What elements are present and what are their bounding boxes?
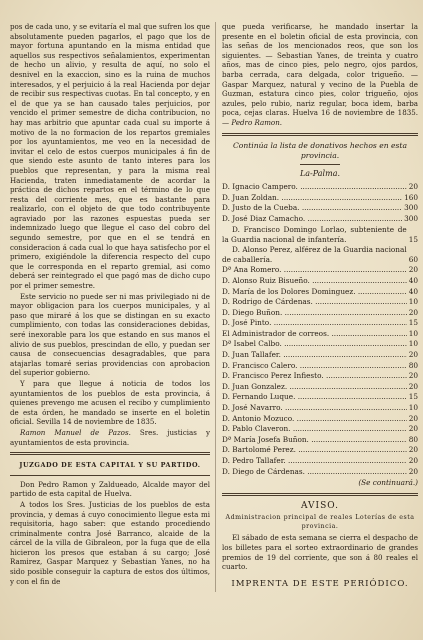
donor-row: D. Bartolomé Perez. ..... 20	[222, 445, 418, 456]
donor-row: D. Fernando Luque. ..... 15	[222, 392, 418, 403]
donor-row: Dª Isabel Calbo. ..... 10	[222, 339, 418, 350]
donor-row: D. Juan Zoldan. ..... 160	[222, 193, 418, 204]
donor-row-multiline: D. Alonso Perez, alférez de la Guardia nacional de caballería. 60	[222, 244, 418, 265]
donor-row: D. Alonso Ruiz Bisueño. ..... 40	[222, 276, 418, 287]
town-name: La-Palma.	[299, 168, 341, 178]
donor-row: D. José Navarro. ..... 10	[222, 403, 418, 414]
donor-row: D. Justo de la Cueba. ..... 300	[222, 203, 418, 214]
title-rule	[300, 164, 340, 165]
continued-note: (Se continuará.)	[358, 478, 418, 488]
list-title: Continúa la lista de donativos hechos en esta provincia.	[232, 140, 408, 160]
donor-row: D. José Diaz Camacho. ..... 300	[222, 214, 418, 225]
heading-rule	[10, 475, 210, 476]
section-divider	[10, 452, 210, 455]
donor-row: El Administrador de correos. ..... 10	[222, 329, 418, 340]
donor-row: D. Juan Tallafer. ..... 20	[222, 350, 418, 361]
printer-footer: IMPRENTA DE ESTE PERIÓDICO.	[231, 578, 409, 589]
donor-row: D. Pedro Tallafer. ..... 20	[222, 456, 418, 467]
donor-row: D. Pablo Claveron. ..... 20	[222, 424, 418, 435]
donor-row: D. Rodrigo de Cárdenas. ..... 10	[222, 297, 418, 308]
article-paragraph: pos de cada uno, y se evitaría el mal que sufren los que absolutamente pueden pagarlos, el pago que los de mayor fortuna apuntando en la misma entidad que aquellos sus respectivos señalamientos, experimentan de hecho un alivio, y resulta de aquí, no solo el desnivel en la exaccion, sino es la ruina de muchos interesados, y el perjuicio á la real Hacienda por dejar de recibir sus respectivas cuotas. En tal concepto, y en el de que ya se han causado tales perjuicios, por vencido el primer semestre de dicha contribucion, no hay mas arbitrio que apuntar cada cual su importe á motivo de la no formacion de los repartos gremiales por los ayuntamientos, me veo en la necesidad de invitar el celo de estos cuerpos municipales á fin de que siendo este asunto de tanto interes para los pueblos que representan, y para la misma real Hacienda, traten inmediatamente de acordar la práctica de dichos repartos en el término de lo que resta del corriente mes, que es bastante para realizarlo, con el objeto de que todo contribuyente agraviado por las razones espuestas pueda ser indemnizado luego que llegue el caso del cobro del segundo semestre, por que en el se tendrá en consideracion á cada cual lo que haya satisfecho por el primero, exigiéndole la diferencia respecto del cupo que le corresponda en el reparto gremial, asi como deberá ser reintegrado el que pagó mas de dicho cupo por el primer semestre.	[10, 22, 210, 291]
section-divider	[222, 493, 418, 496]
signature: Ramon Manuel de Pazos.	[20, 427, 131, 437]
signature-tail: Sres. justicias y ayuntamientos de esta provincia.	[10, 427, 210, 447]
donor-list-continued	[222, 265, 418, 477]
juzgado-paragraph: A todos los Sres. Justicias de los pueblos de esta provincia, y demas á cuyo conocimiento llegue esta mi requisitoria, hago saber: que estando procediendo criminalmente contra José Barranco, alcaide de la cárcel de la villa de Gibraleon, por la fuga que de ella hicieron los presos que estaban á su cargo; José Ramirez, Gaspar Marquez y Sebastian Yanes, no ha sido posible conseguir la captura de estos dos últimos, y con el fin de	[10, 499, 210, 586]
donor-row: D. Francisco Calero. ..... 80	[222, 361, 418, 372]
donor-row-multiline: D. Francisco Domingo Lorlao, subteniente de la Guardia nacional de infantería. 15	[222, 224, 418, 244]
top-signature: Pedro Ramon.	[231, 117, 283, 127]
donor-list	[222, 182, 418, 477]
article-paragraph: Y para que llegue á noticia de todos los ayuntamientos de los pueblos de esta provincia, á quienes prevengo me acusen el recibo y cumplimiento de esta órden, he mandado se inserte en el boletin oficial. Sevilla 14 de noviembre de 1835.	[10, 378, 210, 427]
donor-row: D. Antonio Mozuco. ..... 20	[222, 414, 418, 425]
donor-row: Dª María Josefa Buñon. ..... 80	[222, 435, 418, 446]
aviso-subtitle: Administracion principal de reales Loterías de esta provincia.	[225, 514, 415, 530]
donor-row: D. Diego Buñon. ..... 20	[222, 308, 418, 319]
right-column	[222, 22, 418, 630]
juzgado-paragraph: Don Pedro Ramon y Zaldueado, Alcalde mayor del partido de esta capital de Huelva.	[10, 479, 210, 499]
signature-line	[10, 428, 210, 447]
donor-row: D. María de los Dolores Dominguez. ..... 40	[222, 287, 418, 298]
left-column	[10, 22, 210, 630]
donor-row: D. José Pinto. ..... 15	[222, 318, 418, 329]
donor-row: Dª Ana Romero. ..... 20	[222, 265, 418, 276]
aviso-title: AVISO.	[301, 500, 339, 511]
donor-row: D. Juan Gonzalez. ..... 20	[222, 382, 418, 393]
aviso-text: El sábado de esta semana se cierra el despacho de los billetes para el sorteo extraordinario de grandes premios de 19 del corriente, que son á 80 reales el cuarto.	[222, 533, 418, 572]
donor-row: D. Francisco Perez Infiesto. ..... 20	[222, 371, 418, 382]
column-divider	[215, 22, 216, 592]
juzgado-heading: JUZGADO DE ESTA CAPITAL Y SU PARTIDO.	[19, 461, 201, 470]
requisitoria-paragraph: que pueda verificarse, he mandado insertar la presente en el boletin oficial de esta provincia, con las señas de los mencionados reos, que son los siguientes. — Sebastian Yanes, de treinta y cuatro años, mas de cinco pies, pelo negro, ojos pardos, barba cerrada, cara delgada, color trigueño. — Gaspar Marquez, natural y vecino de la Puebla de Guzman, estatura cinco pies, color trigueño, ojos azules, pelo rubio, nariz regular, boca idem, barba poca, cejas claras. Huelva 16 de noviembre de 1835. — Pedro Ramon.	[222, 22, 418, 127]
donor-row: D. Ignacio Campero. ..... 20	[222, 182, 418, 193]
section-divider	[222, 133, 418, 136]
article-paragraph: Este servicio no puede ser ni mas privilegiado ni de mayor obligacion para los cuerpos municipales, y al paso que miraré á los que se distingan en su exacto cumplimiento, con todas las consideraciones debidas, seré inexorable para los que estando en sus manos el alivio de sus pueblos, prescindan de ello, y puedan ser causa de consecuencias desagradables, que para atajarlas tomaré serias providencias con aprobacion del superior gobierno.	[10, 291, 210, 378]
donor-row: D. Diego de Cárdenas. ..... 20	[222, 467, 418, 478]
